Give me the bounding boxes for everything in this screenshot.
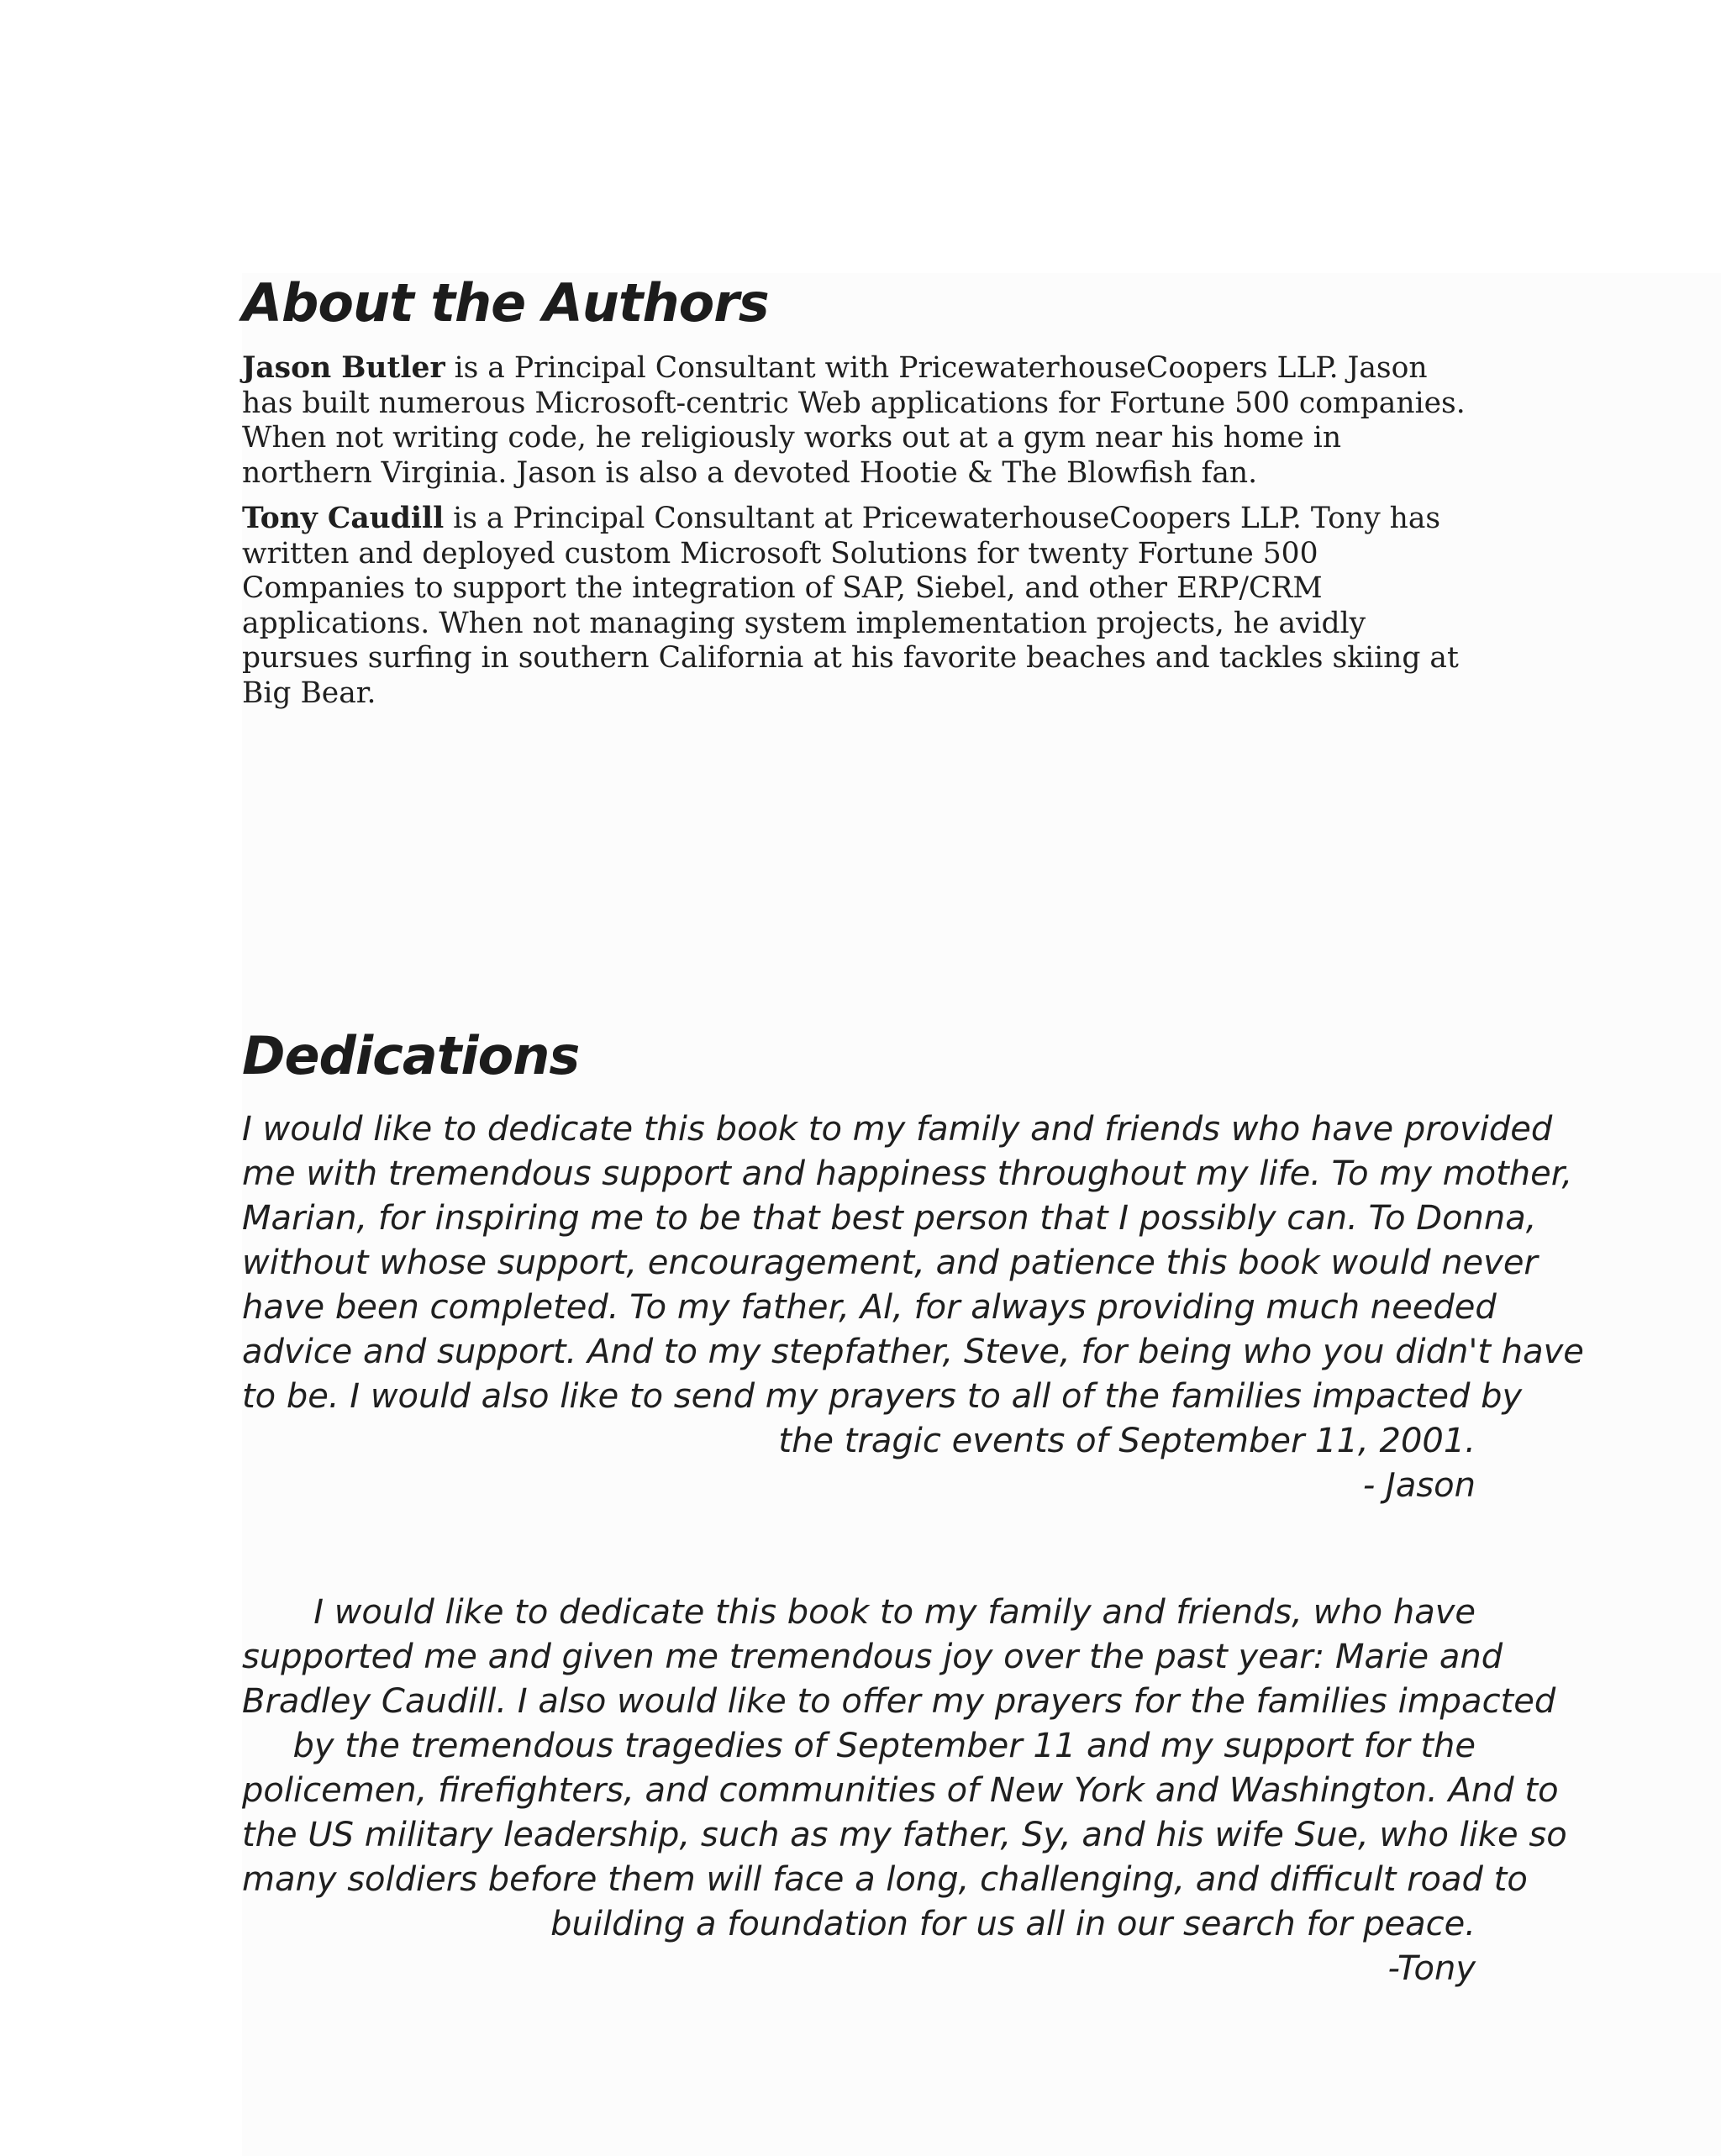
- dedication-line: advice and support. And to my stepfather, Steve, for being who you didn't have: [242, 1333, 1584, 1371]
- dedication-line: many soldiers before them will face a long, challenging, and difficult road to: [242, 1860, 1528, 1899]
- dedication-line: without whose support, encouragement, and patience this book would never: [242, 1244, 1538, 1282]
- dedication-line: Marian, for inspiring me to be that best person that I possibly can. To Donna,: [242, 1199, 1537, 1238]
- dedication-jason: [242, 1107, 1584, 1508]
- author-bio-tony: [242, 502, 1477, 711]
- dedication-line: to be. I would also like to send my prayers to all of the families impacted by: [242, 1377, 1523, 1416]
- dedication-line: I would like to dedicate this book to my family and friends, who have: [313, 1593, 1476, 1632]
- dedication-line: Bradley Caudill. I also would like to offer my prayers for the families impacted: [242, 1682, 1556, 1721]
- dedication-line: the US military leadership, such as my father, Sy, and his wife Sue, who like so: [242, 1816, 1567, 1854]
- dedication-line: I would like to dedicate this book to my family and friends who have provided: [242, 1110, 1553, 1149]
- dedication-line: me with tremendous support and happiness throughout my life. To my mother,: [242, 1154, 1573, 1193]
- dedication-tony: [242, 1591, 1567, 1991]
- author-bio-text-jason: is a Principal Consultant with PricewaterhouseCoopers LLP. Jason has built numerous Microsoft-centric Web applications for Fortune 500 companies. When not writing code, he religiously works out at a gym near his home in northern Virginia. Jason is also a devoted Hootie & The Blowfish fan.: [242, 351, 1466, 490]
- about-authors-heading: About the Authors: [242, 272, 769, 334]
- dedication-line: supported me and given me tremendous joy over the past year: Marie and: [242, 1638, 1503, 1676]
- dedication-line: the tragic events of September 11, 2001.: [778, 1422, 1476, 1460]
- dedication-signature-jason: - Jason: [1362, 1466, 1476, 1505]
- dedications-heading: Dedications: [242, 1025, 580, 1086]
- dedication-line: building a foundation for us all in our search for peace.: [550, 1905, 1476, 1943]
- dedication-line: have been completed. To my father, Al, for always providing much needed: [242, 1288, 1497, 1327]
- author-name-tony: Tony Caudill: [242, 502, 445, 535]
- dedication-line: policemen, firefighters, and communities of New York and Washington. And to: [242, 1771, 1559, 1810]
- author-bio-jason: [242, 351, 1477, 491]
- dedication-line: by the tremendous tragedies of September 11 and my support for the: [292, 1727, 1476, 1765]
- author-name-jason: Jason Butler: [242, 351, 445, 385]
- dedication-signature-tony: -Tony: [1387, 1949, 1476, 1988]
- author-bio-text-tony: is a Principal Consultant at PricewaterhouseCoopers LLP. Tony has written and deployed custom Microsoft Solutions for twenty Fortune 500 Companies to support the integration of SAP, Siebel, and other ERP/CRM applications. When not managing system implementation projects, he avidly pursues surfing in southern California at his favorite beaches and tackles skiing at Big Bear.: [242, 502, 1459, 710]
